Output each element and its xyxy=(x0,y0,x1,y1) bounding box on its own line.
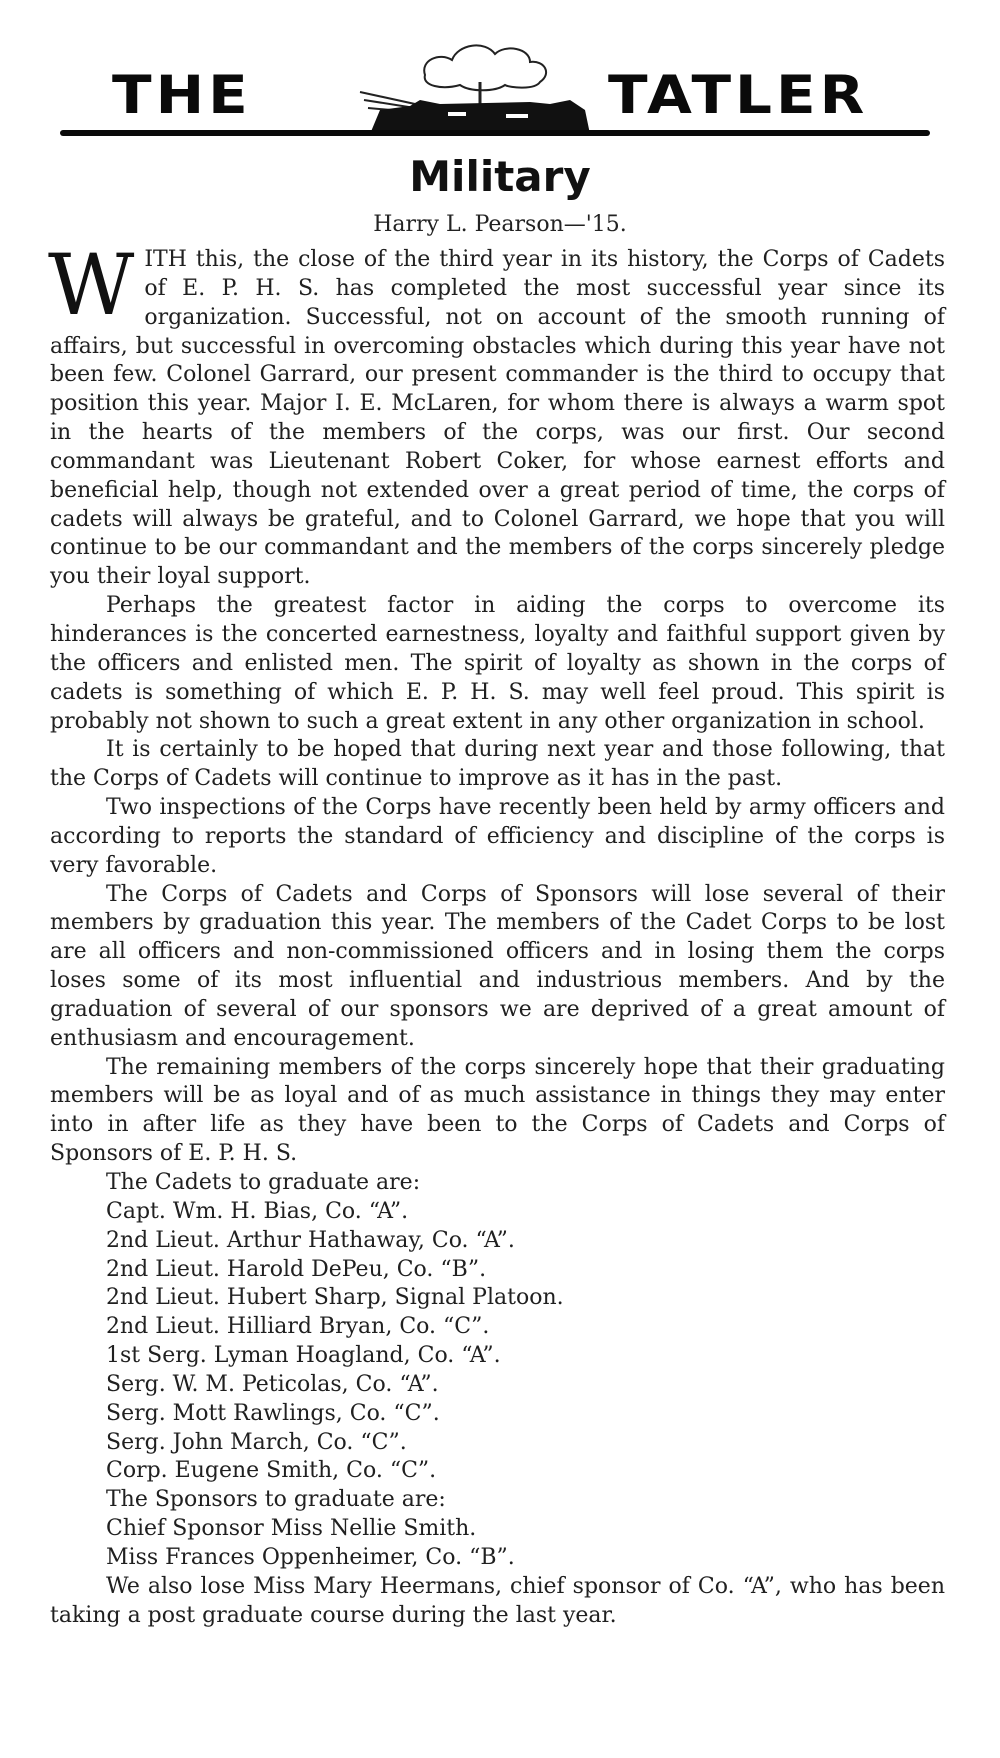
sponsors-heading: The Sponsors to graduate are: xyxy=(106,1487,446,1513)
sponsors-list xyxy=(50,1486,945,1573)
cadets-list xyxy=(50,1169,945,1486)
intro-paragraph xyxy=(48,236,945,592)
cadets-heading: The Cadets to graduate are: xyxy=(106,1170,421,1195)
list-item: 2nd Lieut. Arthur Hathaway, Co. “A”. xyxy=(106,1227,515,1253)
list-item: 2nd Lieut. Hilliard Bryan, Co. “C”. xyxy=(106,1314,490,1340)
drop-cap: W xyxy=(48,236,135,334)
list-item: Serg. John March, Co. “C”. xyxy=(106,1429,407,1455)
article-title: Military xyxy=(409,152,591,201)
list-item: 1st Serg. Lyman Hoagland, Co. “A”. xyxy=(106,1343,501,1369)
list-item: Serg. W. M. Peticolas, Co. “A”. xyxy=(106,1371,439,1397)
list-item: 2nd Lieut. Harold DePeu, Co. “B”. xyxy=(106,1256,487,1282)
body-paragraph: Perhaps the greatest factor in aiding the corps to overcome its hinderances is the concerted earnestness, loyalty and faithful support given by the officers and enlisted men. The spirit of loyalty as shown in the corps of cadets is something of which E. P. H. S. may well feel proud. This spirit is probably not shown to such a great extent in any other organization in school. xyxy=(50,593,945,734)
list-item: Chief Sponsor Miss Nellie Smith. xyxy=(106,1516,477,1542)
body-paragraph: It is certainly to be hoped that during next year and those following, that the Corps of Cadets will continue to improve as it has in the past. xyxy=(50,737,945,792)
list-item: 2nd Lieut. Hubert Sharp, Signal Platoon. xyxy=(106,1285,564,1311)
intro-text: ITH this, the close of the third year in its history, the Corps of Cadets of E. P. H. S. has completed the most successful year since its organization. Successful, not on account of the smooth running of affairs, but successful in overcoming obstacles which during this year have not been few. Colonel Garrard, our present commander is the third to occupy that position this year. Major I. E. McLaren, for whom there is always a warm spot in the hearts of the members of the corps, was our first. Our second commandant was Lieutenant Robert Coker, for whose earnest efforts and beneficial help, though not extended over a great period of time, the corps of cadets will always be grateful, and to Colonel Garrard, we hope that you will continue to be our commandant and the members of the corps sincerely pledge you their loyal support. xyxy=(50,247,945,590)
list-item: Serg. Mott Rawlings, Co. “C”. xyxy=(106,1400,440,1426)
list-item: Capt. Wm. H. Bias, Co. “A”. xyxy=(106,1198,409,1224)
masthead-right-word: TATLER xyxy=(608,64,869,126)
article-body xyxy=(48,236,945,1631)
body-paragraph: The remaining members of the corps sincerely hope that their graduating members will be as loyal and of as much assistance in things they may enter into in after life as they have been to the Corps of Cadets and Corps of Sponsors of E. P. H. S. xyxy=(50,1054,945,1167)
closing-paragraph: We also lose Miss Mary Heermans, chief sponsor of Co. “A”, who has been taking a post graduate course during the last year. xyxy=(50,1573,945,1628)
list-item: Miss Frances Oppenheimer, Co. “B”. xyxy=(106,1544,515,1570)
masthead-rule xyxy=(60,130,930,136)
masthead xyxy=(60,30,950,142)
list-item: Corp. Eugene Smith, Co. “C”. xyxy=(106,1458,437,1484)
body-paragraph: The Corps of Cadets and Corps of Sponsors will lose several of their members by graduation this year. The members of the Cadet Corps to be lost are all officers and non-commissioned officers and in losing them the corps loses some of its most influential and industrious members. And by the graduation of several of our sponsors we are deprived of a great amount of enthusiasm and encouragement. xyxy=(50,881,945,1051)
article-byline: Harry L. Pearson—'15. xyxy=(373,212,627,237)
fortress-cloud-illustration xyxy=(330,30,630,142)
masthead-left-word: THE xyxy=(112,64,252,126)
body-paragraph: Two inspections of the Corps have recently been held by army officers and according to reports the standard of efficiency and discipline of the corps is very favorable. xyxy=(50,795,945,878)
